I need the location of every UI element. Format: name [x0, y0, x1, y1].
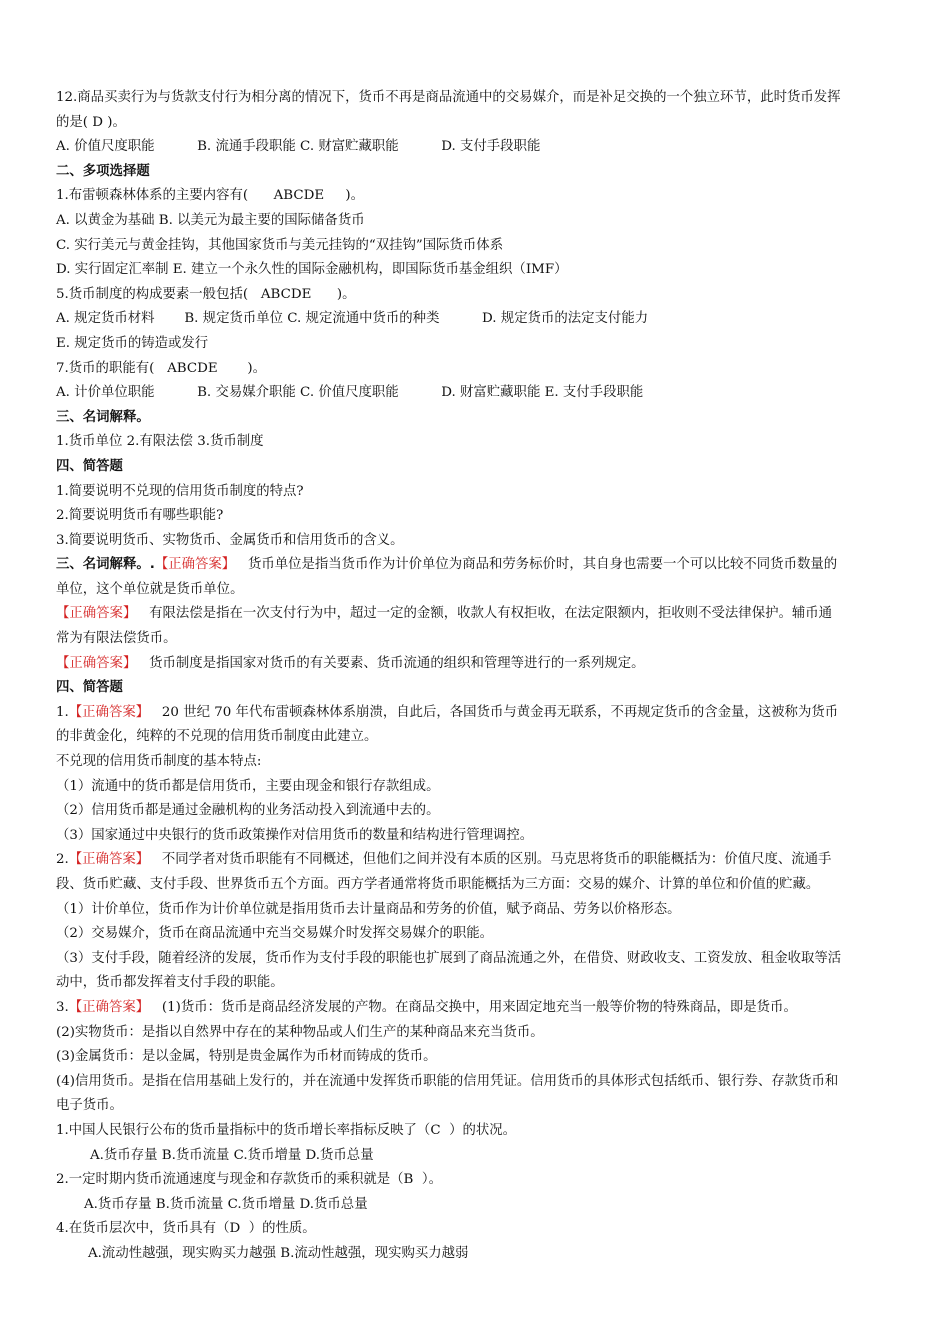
short-question-3: 3.简要说明货币、实物货币、金属货币和信用货币的含义。	[56, 532, 404, 548]
short-answer-2-line1	[56, 848, 898, 873]
mc-question-5-option-e: E. 规定货币的铸造或发行	[56, 335, 209, 351]
short-answer-1-line3: 不兑现的信用货币制度的基本特点:	[56, 754, 262, 770]
terms-list: 1.货币单位 2.有限法偿 3.货币制度	[56, 434, 264, 450]
short-answer-3-line4: (4)信用货币。是指在信用基础上发行的，并在流通中发挥货币职能的信用凭证。信用货币的具体形式包括纸币、银行券、存款货币和	[56, 1073, 839, 1089]
extra-question-4-options: A.流动性越强，现实购买力越强 B.流动性越强，现实购买力越弱	[88, 1245, 469, 1261]
short-answer-3-line3: (3)金属货币：是以金属，特别是贵金属作为币材而铸成的货币。	[56, 1049, 437, 1065]
correct-answer-label: 【正确答案】	[68, 852, 150, 868]
short-answer-3-line1	[56, 996, 898, 1021]
mc-question-5: 5.货币制度的构成要素一般包括( ABCDE )。	[56, 286, 356, 302]
terms-answer-1-line2: 单位，这个单位就是货币单位。	[56, 581, 244, 597]
correct-answer-label: 【正确答案】	[154, 557, 236, 573]
correct-answer-label: 【正确答案】	[68, 704, 150, 720]
question-12-line1: 12.商品买卖行为与货款支付行为相分离的情况下，货币不再是商品流通中的交易媒介，而是补足交换的一个独立环节，此时货币发挥	[56, 90, 841, 105]
short-answer-1-point2: （2）信用货币都是通过金融机构的业务活动投入到流通中去的。	[56, 803, 440, 819]
short-answer-2-point1: （1）计价单位，货币作为计价单位就是指用货币去计量商品和劳务的价值，赋予商品、劳务以价格形态。	[56, 901, 681, 917]
section-title-multiple-choice: 二、多项选择题	[56, 163, 150, 179]
answer-number: 1.	[56, 704, 69, 720]
extra-question-2: 2.一定时期内货币流通速度与现金和存款货币的乘积就是（B ）。	[56, 1172, 442, 1188]
correct-answer-label: 【正确答案】	[56, 606, 137, 622]
answer-number: 2.	[56, 852, 69, 868]
terms-answer-1-text: 货币单位是指当货币作为计价单位为商品和劳务标价时，其自身也需要一个可以比较不同货币数量的	[247, 557, 838, 573]
section-title-short-answer: 四、简答题	[56, 458, 123, 474]
short-answer-2-point3-line1: （3）支付手段，随着经济的发展，货币作为支付手段的职能也扩展到了商品流通之外，在借贷、财政收支、工资发放、租金收取等活	[56, 950, 842, 966]
mc-question-1-option-de: D. 实行固定汇率制 E. 建立一个永久性的国际金融机构，即国际货币基金组织（IMF）	[56, 262, 568, 278]
terms-answer-2-line2: 常为有限法偿货币。	[56, 631, 177, 647]
terms-answer-2-text: 有限法偿是指在一次支付行为中，超过一定的金额，收款人有权拒收，在法定限额内，拒收则不受法律保护。辅币通	[149, 606, 833, 622]
short-answer-3-line2: (2)实物货币：是指以自然界中存在的某种物品或人们生产的某种商品来充当货币。	[56, 1024, 544, 1040]
mc-question-7-options: A. 计价单位职能 B. 交易媒介职能 C. 价值尺度职能 D. 财富贮藏职能 E. 支付手段职能	[56, 385, 644, 401]
correct-answer-label: 【正确答案】	[68, 999, 150, 1015]
question-12-options: A. 价值尺度职能 B. 流通手段职能 C. 财富贮藏职能 D. 支付手段职能	[56, 139, 541, 155]
terms-answer-2-line1	[56, 602, 898, 627]
short-answer-1-line2: 的非黄金化，纯粹的不兑现的信用货币制度由此建立。	[56, 729, 378, 745]
short-answer-1-point1: （1）流通中的货币都是信用货币，主要由现金和银行存款组成。	[56, 778, 440, 794]
short-answer-2-line2: 段、货币贮藏、支付手段、世界货币五个方面。西方学者通常将货币职能概括为三方面：交易的媒介、计算的单位和价值的贮藏。	[56, 877, 820, 892]
short-question-1: 1.简要说明不兑现的信用货币制度的特点?	[56, 483, 304, 499]
short-answer-1-point3: （3）国家通过中央银行的货币政策操作对信用货币的数量和结构进行管理调控。	[56, 827, 534, 843]
answer-section-heading-terms: 三、名词解释。.	[56, 557, 155, 573]
document-page	[56, 86, 898, 1267]
extra-question-2-options: A.货币存量 B.货币流量 C.货币增量 D.货币总量	[84, 1196, 368, 1212]
short-answer-2-point2: （2）交易媒介，货币在商品流通中充当交易媒介时发挥交易媒介的职能。	[56, 926, 494, 942]
short-question-2: 2.简要说明货币有哪些职能?	[56, 508, 224, 524]
extra-question-1: 1.中国人民银行公布的货币量指标中的货币增长率指标反映了（C ）的状况。	[56, 1122, 517, 1138]
terms-answer-3	[56, 652, 898, 677]
short-answer-3-line5: 电子货币。	[56, 1098, 123, 1114]
terms-answer-3-text: 货币制度是指国家对货币的有关要素、货币流通的组织和管理等进行的一系列规定。	[149, 655, 645, 671]
mc-question-7: 7.货币的职能有( ABCDE )。	[56, 360, 267, 376]
section-title-terms: 三、名词解释。	[56, 409, 150, 425]
terms-answer-1-line1	[56, 553, 898, 578]
correct-answer-label: 【正确答案】	[56, 655, 137, 671]
answer-number: 3.	[56, 999, 69, 1015]
short-answer-1-text: 20 世纪 70 年代布雷顿森林体系崩溃，自此后，各国货币与黄金再无联系，不再规定货币的含金量，这被称为货币	[161, 704, 839, 720]
answer-section-heading-short: 四、简答题	[56, 680, 123, 696]
mc-question-5-options: A. 规定货币材料 B. 规定货币单位 C. 规定流通中货币的种类 D. 规定货币的法定支付能力	[56, 311, 649, 327]
short-answer-3-text: (1)货币：货币是商品经济发展的产物。在商品交换中，用来固定地充当一般等价物的特殊商品，即是货币。	[161, 999, 797, 1015]
extra-question-1-options: A.货币存量 B.货币流量 C.货币增量 D.货币总量	[90, 1147, 374, 1163]
short-answer-1-line1	[56, 701, 898, 726]
short-answer-2-text: 不同学者对货币职能有不同概述，但他们之间并没有本质的区别。马克思将货币的职能概括为：价值尺度、流通手	[161, 852, 832, 868]
mc-question-1: 1.布雷顿森林体系的主要内容有( ABCDE )。	[56, 188, 365, 204]
question-12-line2: 的是( D )。	[56, 114, 126, 130]
extra-question-4: 4.在货币层次中，货币具有（D ）的性质。	[56, 1221, 316, 1237]
short-answer-2-point3-line2: 动中，货币都发挥着支付手段的职能。	[56, 975, 284, 991]
mc-question-1-option-ab: A. 以黄金为基础 B. 以美元为最主要的国际储备货币	[56, 212, 365, 228]
mc-question-1-option-c: C. 实行美元与黄金挂钩，其他国家货币与美元挂钩的“双挂钩”国际货币体系	[56, 237, 504, 253]
